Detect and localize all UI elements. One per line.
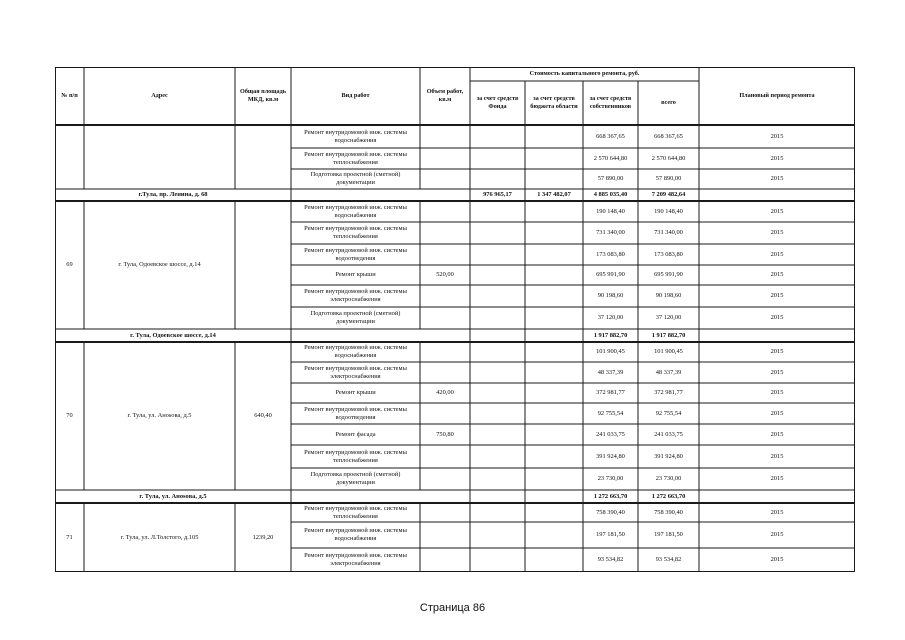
cost-budget: [525, 445, 583, 468]
total-row-address: г. Тула, Одоевское шоссе, д.14: [130, 331, 216, 339]
repair-period: 2015: [770, 250, 784, 258]
work-volume: [420, 222, 470, 244]
house-area: [235, 125, 291, 189]
cost-owners: 197 181,50: [596, 531, 625, 538]
cost-budget: [525, 522, 583, 548]
cost-budget: [525, 362, 583, 383]
repair-period: 2015: [770, 368, 784, 376]
cost-owners: 48 337,39: [597, 368, 624, 376]
house-address: г. Тула, ул. Анosoва, д.5: [127, 412, 192, 419]
work-type: Ремонт внутридомовой инж. системы водоотведения: [304, 405, 407, 421]
cost-budget: [525, 148, 583, 169]
cost-owners: 241 033,75: [596, 430, 625, 438]
cost-owners: 372 981,77: [596, 389, 625, 396]
cost-owners: 37 120,00: [597, 314, 624, 321]
repair-period: 2015: [770, 348, 784, 355]
work-volume: 750,80: [436, 430, 454, 438]
cost-owners: 173 083,80: [596, 250, 625, 258]
cost-fund: [470, 522, 525, 548]
cost-total: 57 890,00: [655, 175, 682, 182]
work-volume: [420, 285, 470, 307]
work-type: Ремонт внутридомовой инж. системы теплоснабжения: [304, 504, 407, 520]
header-budget: за счет средств бюджета области: [530, 95, 578, 110]
work-type: Подготовка проектной (сметной) документации: [310, 471, 401, 486]
cost-budget: [525, 265, 583, 285]
work-type: Ремонт внутридомовой инж. системы водоснабжения: [304, 128, 407, 144]
cost-owners: 668 367,65: [596, 132, 625, 140]
work-volume: [420, 403, 470, 424]
cost-total: 190 148,40: [654, 207, 683, 215]
cost-fund: [470, 548, 525, 572]
cost-fund: [470, 125, 525, 148]
work-volume: [420, 522, 470, 548]
cost-total: 241 033,75: [654, 430, 683, 438]
repair-period: 2015: [770, 314, 784, 321]
work-volume: [420, 148, 470, 169]
header-volume: Объем работ, кв.м: [426, 88, 464, 103]
cost-fund: [470, 222, 525, 244]
work-type: Ремонт внутридомовой инж. системы теплоснабжения: [304, 448, 407, 464]
total-row-budget: [525, 329, 583, 342]
cost-owners: 190 148,40: [596, 207, 625, 215]
cost-total: 93 534,82: [655, 556, 682, 563]
cost-budget: [525, 468, 583, 490]
cost-fund: [470, 362, 525, 383]
total-row-owners: 1 917 882,70: [593, 331, 628, 339]
total-row-fund: [470, 329, 525, 342]
repair-period: 2015: [770, 430, 784, 438]
total-row-total: 1 917 882,70: [651, 331, 686, 339]
cost-fund: [470, 244, 525, 265]
cost-budget: [525, 222, 583, 244]
work-type: Ремонт внутридомовой инж. системы электроснабжения: [304, 288, 407, 303]
cost-total: 23 730,00: [655, 475, 682, 482]
repair-period: 2015: [770, 475, 784, 482]
repair-period: 2015: [770, 452, 784, 460]
cost-budget: [525, 244, 583, 265]
work-volume: 420,00: [436, 389, 454, 396]
work-volume: [420, 307, 470, 329]
cost-fund: [470, 383, 525, 403]
house-area: 1239,20: [252, 533, 274, 541]
total-row-total: 1 272 663,70: [651, 492, 686, 500]
work-type: Ремонт внутридомовой инж. системы теплоснабжения: [304, 150, 407, 166]
cost-budget: [525, 201, 583, 222]
cost-total: 37 120,00: [655, 314, 682, 321]
house-address: г. Тула, Одоевское шоссе, д.14: [118, 261, 201, 268]
cost-owners: 92 755,54: [597, 409, 624, 417]
cost-total: 101 900,45: [654, 348, 683, 355]
cost-fund: [470, 285, 525, 307]
cost-budget: [525, 383, 583, 403]
house-address: [88, 125, 231, 189]
cost-owners: 23 730,00: [597, 475, 624, 482]
repair-period: 2015: [770, 556, 784, 563]
cost-fund: [470, 307, 525, 329]
cost-total: 372 981,77: [654, 389, 683, 396]
work-volume: [420, 548, 470, 572]
row-number: [55, 125, 84, 189]
work-volume: [420, 169, 470, 189]
work-type: Подготовка проектной (сметной) документации: [310, 310, 401, 325]
cost-total: 173 083,80: [654, 250, 683, 258]
cost-budget: [525, 403, 583, 424]
cost-fund: [470, 445, 525, 468]
cost-owners: 57 890,00: [597, 175, 624, 182]
cost-fund: [470, 201, 525, 222]
work-type: Подготовка проектной (сметной) документации: [310, 171, 401, 186]
cost-owners: 2 570 644,80: [593, 154, 628, 162]
work-volume: [420, 362, 470, 383]
work-type: Ремонт внутридомовой инж. системы электроснабжения: [304, 364, 407, 380]
row-number: 71: [66, 533, 73, 541]
cost-fund: [470, 148, 525, 169]
work-type: Ремонт внутридомовой инж. системы водоснабжения: [304, 344, 407, 359]
work-volume: [420, 503, 470, 522]
total-row-budget: [525, 490, 583, 503]
total-row-address: г.Тула, пр. Ленина, д. 68: [138, 191, 208, 198]
repair-period: 2015: [770, 154, 784, 162]
total-row-budget: 1 347 482,07: [537, 191, 571, 198]
work-type: Ремонт внутридомовой инж. системы водоснабжения: [304, 203, 407, 219]
cost-budget: [525, 307, 583, 329]
cost-total: 668 367,65: [654, 132, 683, 140]
header-period: Плановый период ремонта: [739, 92, 815, 100]
house-area: 640,40: [254, 412, 272, 419]
cost-owners: 101 900,45: [596, 348, 625, 355]
cost-total: 197 181,50: [654, 531, 683, 538]
work-volume: [420, 445, 470, 468]
cost-total: 731 340,00: [654, 229, 683, 236]
cost-total: 2 570 644,80: [651, 154, 686, 162]
cost-fund: [470, 503, 525, 522]
work-type: Ремонт крыши: [335, 389, 376, 396]
total-row-owners: 1 272 663,70: [593, 492, 628, 500]
house-area: [235, 201, 291, 329]
header-fund: за счет средств Фонда: [476, 95, 519, 110]
repair-period: 2015: [770, 409, 784, 417]
repair-period: 2015: [770, 508, 784, 516]
work-volume: [420, 201, 470, 222]
total-row-total: 7 209 482,64: [651, 191, 686, 198]
cost-fund: [470, 169, 525, 189]
total-row-address: г. Тула, ул. Анosoва, д.5: [139, 492, 207, 500]
work-volume: 520,00: [436, 271, 454, 278]
cost-total: 695 991,90: [654, 271, 683, 278]
cost-budget: [525, 169, 583, 189]
work-type: Ремонт внутридомовой инж. системы водоотведения: [304, 246, 407, 262]
work-type: Ремонт фасада: [335, 430, 376, 438]
header-cost-group: Стоимость капитального ремонта, руб.: [529, 70, 640, 78]
cost-owners: 758 390,40: [596, 508, 625, 516]
cost-owners: 695 991,90: [596, 271, 625, 278]
repair-period: 2015: [770, 292, 784, 299]
work-type: Ремонт внутридомовой инж. системы электроснабжения: [304, 552, 407, 567]
repair-period: 2015: [770, 531, 784, 538]
repair-period: 2015: [770, 271, 784, 278]
header-num: № п/п: [61, 92, 78, 100]
page-number: Страница 86: [419, 602, 486, 614]
total-row-owners: 4 885 035,40: [593, 191, 628, 198]
cost-fund: [470, 342, 525, 362]
total-row-fund: [470, 490, 525, 503]
work-type: Ремонт внутридомовой инж. системы водоснабжения: [304, 527, 407, 542]
repair-period: 2015: [770, 389, 784, 396]
cost-budget: [525, 285, 583, 307]
cost-owners: 731 340,00: [596, 229, 625, 236]
cost-owners: 90 198,60: [597, 292, 624, 299]
cost-total: 90 198,60: [655, 292, 682, 299]
repair-period: 2015: [770, 175, 784, 182]
cost-budget: [525, 503, 583, 522]
work-type: Ремонт внутридомовой инж. системы теплоснабжения: [304, 225, 407, 240]
work-volume: [420, 342, 470, 362]
cost-budget: [525, 424, 583, 445]
cost-total: 758 390,40: [654, 508, 683, 516]
row-number: 70: [66, 412, 73, 419]
header-address: Адрес: [151, 92, 168, 100]
row-number: 69: [66, 261, 73, 268]
work-volume: [420, 125, 470, 148]
header-owners: за счет средств собственников: [589, 95, 632, 110]
cost-fund: [470, 424, 525, 445]
cost-fund: [470, 468, 525, 490]
cost-owners: 93 534,82: [597, 556, 624, 563]
header-area: Общая площадь МКД, кв.м: [240, 88, 286, 103]
cost-total: 48 337,39: [655, 368, 682, 376]
repair-period: 2015: [770, 132, 784, 140]
cost-total: 391 924,80: [654, 452, 683, 460]
work-type: Ремонт крыши: [335, 271, 376, 278]
cost-owners: 391 924,80: [596, 452, 625, 460]
header-total: всего: [661, 99, 676, 107]
capital-repair-table: [55, 67, 855, 572]
total-row-fund: 976 965,17: [483, 191, 512, 198]
cost-budget: [525, 548, 583, 572]
work-volume: [420, 468, 470, 490]
cost-fund: [470, 265, 525, 285]
repair-period: 2015: [770, 207, 784, 215]
repair-period: 2015: [770, 229, 784, 236]
cost-budget: [525, 342, 583, 362]
cost-total: 92 755,54: [655, 409, 682, 417]
cost-fund: [470, 403, 525, 424]
work-volume: [420, 244, 470, 265]
house-address: г. Тула, ул. Л.Толстого, д.105: [120, 533, 199, 541]
cost-budget: [525, 125, 583, 148]
header-work: Вид работ: [341, 92, 370, 100]
